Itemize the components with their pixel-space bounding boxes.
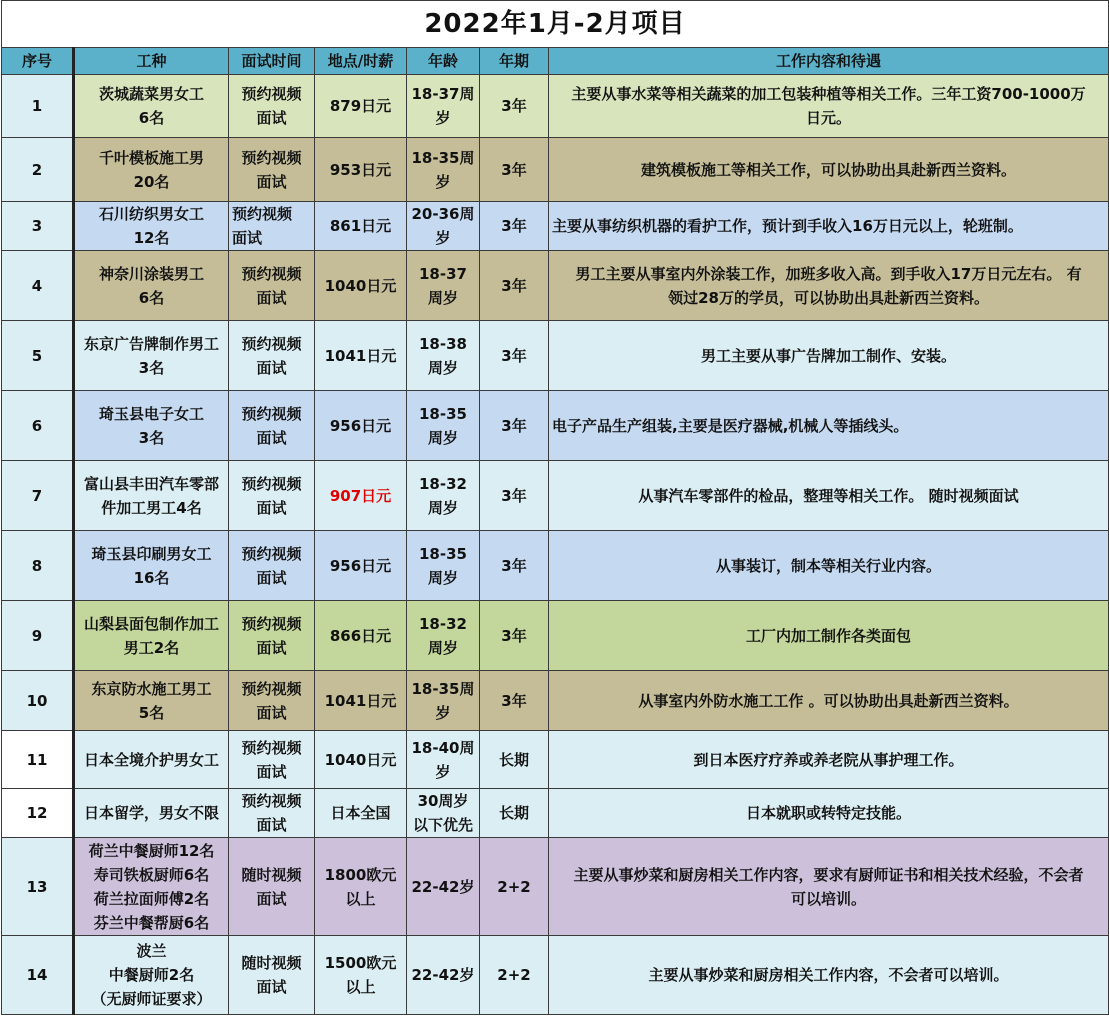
cell-line: 从事装订，制本等相关行业内容。 — [716, 556, 942, 575]
cell-line: 18-35 — [419, 404, 467, 423]
cell-line: 18-32 — [419, 614, 467, 633]
cell-seq: 1 — [2, 75, 74, 138]
cell-line: 中餐厨师2名 — [108, 966, 195, 984]
cell-line: 1041日元 — [324, 346, 397, 365]
cell-line: 18-40周 — [411, 738, 475, 757]
table-row — [2, 202, 1109, 251]
cell-line: 主要从事炒菜和厨房相关工作内容，要求有厨师证书和相关技术经验，不会者 — [573, 865, 1084, 884]
cell-line: 22-42岁 — [411, 966, 475, 984]
cell-term: 长期 — [480, 731, 549, 789]
cell-line: 周岁 — [427, 358, 458, 377]
cell-line: 面试 — [256, 568, 287, 587]
cell-line: 荷兰中餐厨师12名 — [88, 841, 215, 860]
cell-line: 日本留学，男女不限 — [83, 804, 219, 822]
cell-line: 预约视频 — [241, 738, 302, 757]
cell-line: 主要从事纺织机器的看护工作，预计到手收入16万日元以上，轮班制。 — [552, 217, 1023, 235]
cell-line: 山梨县面包制作加工 — [83, 614, 219, 633]
cell-line: 面试 — [256, 638, 287, 657]
cell-line: 6名 — [138, 288, 165, 307]
cell-line: 12名 — [133, 229, 170, 247]
cell-line: 主要从事水菜等相关蔬菜的加工包装种植等相关工作。三年工资700-1000万 — [571, 85, 1086, 103]
cell-seq: 8 — [2, 531, 74, 601]
cell-line: 1500欧元 — [324, 954, 397, 972]
cell-age — [407, 936, 480, 1015]
cell-line: 16名 — [133, 568, 170, 587]
cell-age — [407, 838, 480, 936]
cell-job — [74, 202, 229, 251]
cell-term: 3年 — [480, 671, 549, 731]
cell-seq: 11 — [2, 731, 74, 789]
cell-job — [74, 838, 229, 936]
cell-line: 面试 — [256, 172, 287, 191]
cell-term: 2+2 — [480, 936, 549, 1015]
cell-line: 件加工男工4名 — [101, 498, 202, 517]
cell-description — [549, 391, 1109, 461]
cell-line: 以上 — [345, 889, 376, 908]
cell-line: 神奈川涂装男工 — [98, 264, 204, 283]
cell-line: 面试 — [256, 498, 287, 517]
cell-line: 周岁 — [427, 568, 458, 587]
table-row — [2, 138, 1109, 202]
header-interview: 面试时间 — [229, 48, 315, 75]
cell-seq: 3 — [2, 202, 74, 251]
cell-description — [549, 936, 1109, 1015]
cell-age — [407, 391, 480, 461]
cell-term: 3年 — [480, 461, 549, 531]
cell-interview — [229, 75, 315, 138]
cell-description — [549, 321, 1109, 391]
cell-age — [407, 601, 480, 671]
cell-wage — [315, 789, 407, 838]
page-title: 2022年1月-2月项目 — [2, 1, 1109, 48]
cell-description — [549, 731, 1109, 789]
cell-line: 周岁 — [427, 638, 458, 657]
cell-interview — [229, 531, 315, 601]
cell-line: 1040日元 — [324, 276, 397, 295]
cell-line: 面试 — [256, 978, 287, 996]
table-row — [2, 75, 1109, 138]
cell-term: 3年 — [480, 202, 549, 251]
cell-description — [549, 251, 1109, 321]
cell-term: 3年 — [480, 391, 549, 461]
header-description: 工作内容和待遇 — [549, 48, 1109, 75]
cell-line: 20名 — [133, 172, 170, 191]
cell-description — [549, 838, 1109, 936]
cell-line: 5名 — [138, 703, 165, 722]
cell-line: 预约视频 — [241, 679, 302, 698]
cell-seq: 10 — [2, 671, 74, 731]
cell-line: 面试 — [256, 428, 287, 447]
cell-line: 18-32 — [419, 474, 467, 493]
cell-interview — [229, 391, 315, 461]
cell-seq: 6 — [2, 391, 74, 461]
cell-term: 长期 — [480, 789, 549, 838]
cell-wage — [315, 138, 407, 202]
cell-line: 石川纺织男女工 — [98, 205, 204, 223]
cell-term: 3年 — [480, 138, 549, 202]
cell-interview — [229, 202, 315, 251]
cell-term: 3年 — [480, 321, 549, 391]
cell-line: 18-35 — [419, 544, 467, 563]
cell-line: 周岁 — [427, 498, 458, 517]
cell-age — [407, 731, 480, 789]
cell-age — [407, 321, 480, 391]
cell-description — [549, 75, 1109, 138]
cell-line: 1040日元 — [324, 750, 397, 769]
table-row — [2, 731, 1109, 789]
cell-job — [74, 251, 229, 321]
cell-line: 956日元 — [329, 416, 392, 435]
cell-description — [549, 789, 1109, 838]
cell-wage — [315, 936, 407, 1015]
cell-line: 18-37周 — [411, 85, 475, 103]
header-seq: 序号 — [2, 48, 74, 75]
header-wage: 地点/时薪 — [315, 48, 407, 75]
cell-wage — [315, 531, 407, 601]
table-row — [2, 789, 1109, 838]
cell-age — [407, 202, 480, 251]
cell-seq: 9 — [2, 601, 74, 671]
table-row — [2, 391, 1109, 461]
cell-line: 预约视频 — [241, 334, 302, 353]
cell-description — [549, 531, 1109, 601]
cell-line: 周岁 — [427, 288, 458, 307]
cell-line: 工厂内加工制作各类面包 — [746, 626, 912, 645]
cell-line: 预约视频 — [232, 205, 293, 223]
cell-job — [74, 601, 229, 671]
cell-wage — [315, 321, 407, 391]
cell-line: 6名 — [138, 109, 165, 127]
cell-line: 面试 — [256, 889, 287, 908]
cell-line: 随时视频 — [241, 865, 302, 884]
cell-line: 预约视频 — [241, 792, 302, 810]
cell-term: 3年 — [480, 601, 549, 671]
cell-line: 岁 — [435, 762, 451, 781]
cell-line: 879日元 — [329, 97, 392, 115]
cell-line: 面试 — [256, 288, 287, 307]
cell-job — [74, 138, 229, 202]
cell-line: 富山县丰田汽车零部 — [83, 474, 219, 493]
cell-line: 953日元 — [329, 160, 392, 179]
table-row — [2, 601, 1109, 671]
cell-line: 主要从事炒菜和厨房相关工作内容，不会者可以培训。 — [648, 966, 1009, 984]
cell-interview — [229, 461, 315, 531]
header-row — [2, 48, 1109, 75]
cell-line: 预约视频 — [241, 614, 302, 633]
cell-wage — [315, 461, 407, 531]
cell-line: 1041日元 — [324, 691, 397, 710]
cell-wage — [315, 731, 407, 789]
cell-age — [407, 251, 480, 321]
cell-line: 18-35周 — [411, 148, 475, 167]
cell-line: 岁 — [435, 703, 451, 722]
cell-line: 男工主要从事室内外涂装工作，加班多收入高。到手收入17万日元左右。 有 — [575, 264, 1082, 283]
cell-line: 荷兰拉面师傅2名 — [93, 889, 210, 908]
cell-wage — [315, 202, 407, 251]
cell-line: 琦玉县印刷男女工 — [91, 544, 212, 563]
cell-interview — [229, 251, 315, 321]
cell-line: 芬兰中餐帮厨6名 — [93, 913, 210, 932]
cell-wage — [315, 251, 407, 321]
cell-description — [549, 461, 1109, 531]
cell-line: 以上 — [345, 978, 376, 996]
cell-line: 可以培训。 — [791, 889, 867, 908]
cell-age — [407, 461, 480, 531]
cell-line: 面试 — [256, 109, 287, 127]
cell-interview — [229, 138, 315, 202]
cell-line: 面试 — [232, 229, 263, 247]
cell-job — [74, 936, 229, 1015]
cell-line: 3名 — [138, 358, 165, 377]
cell-interview — [229, 789, 315, 838]
cell-line: 琦玉县电子女工 — [98, 404, 204, 423]
cell-line: 面试 — [256, 358, 287, 377]
cell-interview — [229, 731, 315, 789]
cell-line: 面试 — [256, 816, 287, 834]
cell-line: 30周岁 — [417, 792, 469, 810]
project-table — [1, 0, 1109, 1015]
cell-seq: 2 — [2, 138, 74, 202]
cell-line: （无厨师证要求） — [91, 990, 212, 1008]
table-row — [2, 671, 1109, 731]
cell-age — [407, 138, 480, 202]
cell-job — [74, 789, 229, 838]
cell-line: 男工主要从事广告牌加工制作、安装。 — [701, 346, 957, 365]
cell-line: 茨城蔬菜男女工 — [98, 85, 204, 103]
cell-wage — [315, 391, 407, 461]
cell-line: 面试 — [256, 762, 287, 781]
cell-line: 3名 — [138, 428, 165, 447]
cell-job — [74, 671, 229, 731]
cell-line: 面试 — [256, 703, 287, 722]
cell-term: 3年 — [480, 75, 549, 138]
cell-line: 907日元 — [329, 486, 392, 505]
cell-line: 周岁 — [427, 428, 458, 447]
cell-wage — [315, 838, 407, 936]
cell-term: 3年 — [480, 251, 549, 321]
cell-line: 男工2名 — [123, 638, 180, 657]
cell-line: 日本就职或转特定技能。 — [746, 804, 912, 822]
header-term: 年期 — [480, 48, 549, 75]
cell-line: 东京广告牌制作男工 — [83, 334, 219, 353]
table-row — [2, 531, 1109, 601]
cell-line: 岁 — [435, 109, 451, 127]
cell-job — [74, 731, 229, 789]
cell-seq: 7 — [2, 461, 74, 531]
cell-line: 波兰 — [136, 942, 167, 960]
cell-seq: 4 — [2, 251, 74, 321]
cell-line: 从事室内外防水施工工作 。可以协助出具赴新西兰资料。 — [638, 691, 1019, 710]
cell-interview — [229, 936, 315, 1015]
cell-line: 随时视频 — [241, 954, 302, 972]
cell-line: 18-38 — [419, 334, 467, 353]
cell-line: 岁 — [435, 172, 451, 191]
cell-line: 20-36周 — [411, 205, 475, 223]
cell-line: 千叶模板施工男 — [98, 148, 204, 167]
cell-job — [74, 531, 229, 601]
cell-interview — [229, 321, 315, 391]
cell-line: 22-42岁 — [411, 877, 475, 896]
cell-line: 预约视频 — [241, 148, 302, 167]
table-row — [2, 321, 1109, 391]
cell-line: 956日元 — [329, 556, 392, 575]
cell-line: 861日元 — [329, 217, 392, 235]
cell-seq: 13 — [2, 838, 74, 936]
cell-line: 18-35周 — [411, 679, 475, 698]
cell-age — [407, 671, 480, 731]
cell-description — [549, 202, 1109, 251]
cell-line: 建筑模板施工等相关工作，可以协助出具赴新西兰资料。 — [641, 160, 1017, 179]
cell-description — [549, 671, 1109, 731]
cell-line: 预约视频 — [241, 404, 302, 423]
cell-age — [407, 531, 480, 601]
cell-wage — [315, 75, 407, 138]
cell-wage — [315, 601, 407, 671]
cell-age — [407, 75, 480, 138]
cell-job — [74, 391, 229, 461]
cell-line: 东京防水施工男工 — [91, 679, 212, 698]
cell-seq: 14 — [2, 936, 74, 1015]
header-job: 工种 — [74, 48, 229, 75]
cell-job — [74, 75, 229, 138]
cell-line: 日本全国 — [330, 804, 391, 822]
table-row — [2, 251, 1109, 321]
cell-interview — [229, 838, 315, 936]
cell-job — [74, 321, 229, 391]
table-row — [2, 461, 1109, 531]
cell-line: 预约视频 — [241, 85, 302, 103]
cell-line: 预约视频 — [241, 264, 302, 283]
cell-line: 1800欧元 — [324, 865, 397, 884]
cell-term: 2+2 — [480, 838, 549, 936]
cell-line: 领过28万的学员，可以协助出具赴新西兰资料。 — [668, 288, 989, 307]
cell-line: 日本全境介护男女工 — [83, 750, 219, 769]
cell-interview — [229, 601, 315, 671]
cell-line: 18-37 — [419, 264, 467, 283]
header-age: 年龄 — [407, 48, 480, 75]
cell-line: 从事汽车零部件的检品，整理等相关工作。 随时视频面试 — [638, 486, 1019, 505]
cell-seq: 12 — [2, 789, 74, 838]
cell-description — [549, 601, 1109, 671]
cell-line: 寿司铁板厨师6名 — [93, 865, 210, 884]
cell-line: 预约视频 — [241, 474, 302, 493]
cell-wage — [315, 671, 407, 731]
cell-line: 日元。 — [806, 109, 852, 127]
cell-seq: 5 — [2, 321, 74, 391]
cell-job — [74, 461, 229, 531]
cell-age — [407, 789, 480, 838]
cell-line: 电子产品生产组装,主要是医疗器械,机械人等插线头。 — [552, 416, 909, 435]
cell-line: 以下优先 — [412, 816, 473, 834]
cell-term: 3年 — [480, 531, 549, 601]
cell-line: 866日元 — [329, 626, 392, 645]
cell-interview — [229, 671, 315, 731]
cell-line: 岁 — [435, 229, 451, 247]
cell-description — [549, 138, 1109, 202]
table-row — [2, 936, 1109, 1015]
table-row — [2, 838, 1109, 936]
cell-line: 预约视频 — [241, 544, 302, 563]
cell-line: 到日本医疗疗养或养老院从事护理工作。 — [693, 750, 964, 769]
